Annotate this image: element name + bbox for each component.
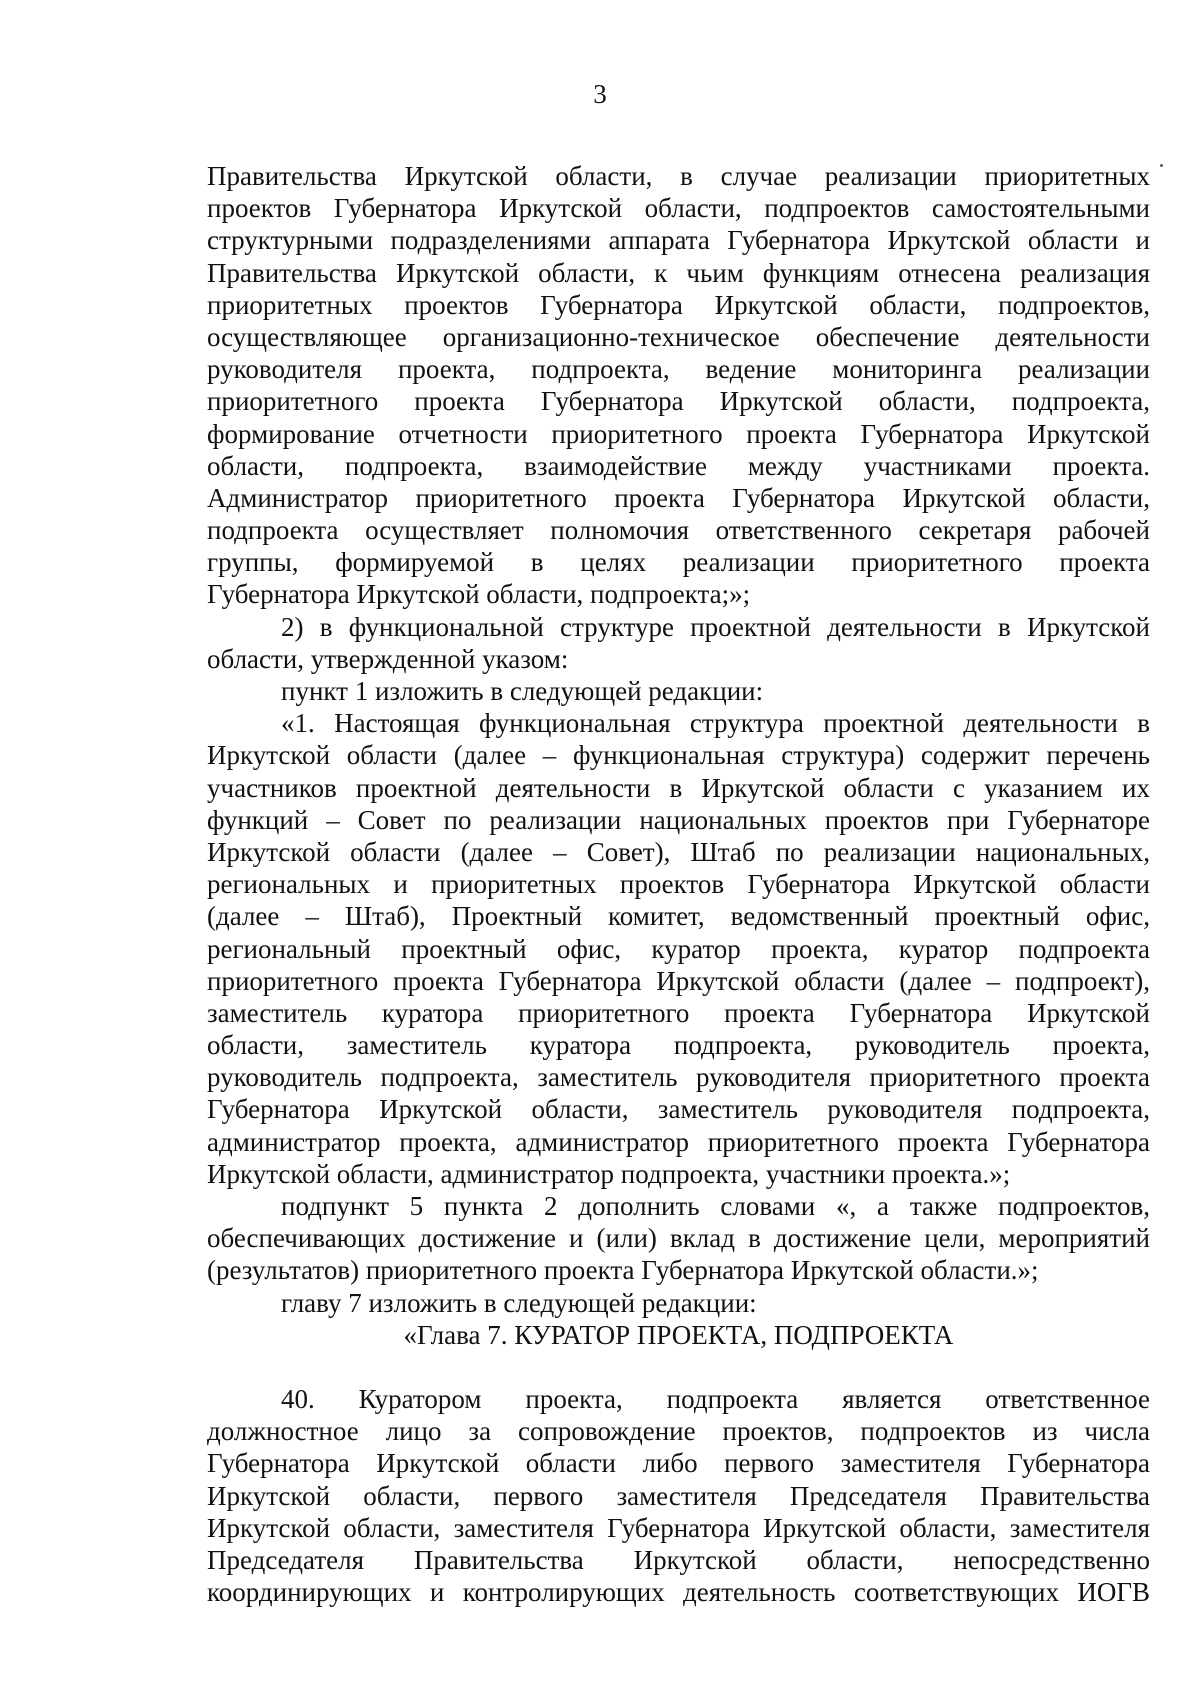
text-line: области, заместитель куратора подпроекта, руководитель проекта,	[207, 1030, 1150, 1061]
text-line: Губернатора Иркутской области либо первого заместителя Губернатора	[207, 1448, 1150, 1479]
text-line: структурными подразделениями аппарата Губернатора Иркутской области и	[207, 225, 1150, 256]
text-line: приоритетных проектов Губернатора Иркутской области, подпроектов,	[207, 289, 1150, 320]
text-line: формирование отчетности приоритетного проекта Губернатора Иркутской	[207, 418, 1150, 449]
text-line: «1. Настоящая функциональная структура проектной деятельности в	[281, 708, 1150, 739]
text-line: (далее – Штаб), Проектный комитет, ведомственный проектный офис,	[207, 901, 1150, 932]
text-line: группы, формируемой в целях реализации приоритетного проекта	[207, 547, 1150, 578]
text-line: должностное лицо за сопровождение проектов, подпроектов из числа	[207, 1416, 1150, 1447]
paragraph	[207, 707, 1150, 1190]
text-line: администратор проекта, администратор приоритетного проекта Губернатора	[207, 1126, 1150, 1157]
text-line: Иркутской области (далее – Совет), Штаб по реализации национальных,	[207, 836, 1150, 867]
text-line: 40. Куратором проекта, подпроекта является ответственное	[281, 1383, 1150, 1414]
text-line: главу 7 изложить в следующей редакции:	[281, 1287, 757, 1318]
text-line: 2) в функциональной структуре проектной деятельности в Иркутской	[281, 611, 1150, 642]
text-line: участников проектной деятельности в Иркутской области с указанием их	[207, 772, 1150, 803]
scan-speck	[1160, 164, 1163, 167]
text-line: приоритетного проекта Губернатора Иркутской области, подпроекта,	[207, 386, 1150, 417]
text-line: проектов Губернатора Иркутской области, подпроектов самостоятельными	[207, 193, 1150, 224]
spacer	[207, 1351, 1150, 1383]
text-line: (результатов) приоритетного проекта Губернатора Иркутской области.»;	[207, 1255, 1039, 1286]
paragraph	[207, 1383, 1150, 1608]
text-line: Иркутской области, заместителя Губернатора Иркутской области, заместителя	[207, 1512, 1150, 1543]
text-line: Иркутской области, администратор подпроекта, участники проекта.»;	[207, 1158, 1011, 1189]
text-line: Губернатора Иркутской области, заместитель руководителя подпроекта,	[207, 1094, 1150, 1125]
paragraph	[207, 160, 1150, 611]
text-line: пункт 1 изложить в следующей редакции:	[281, 676, 764, 706]
text-line: региональных и приоритетных проектов Губернатора Иркутской области	[207, 869, 1150, 900]
text-line: Администратор приоритетного проекта Губернатора Иркутской области,	[207, 482, 1150, 513]
text-line: обеспечивающих достижение и (или) вклад в достижение цели, мероприятий	[207, 1223, 1150, 1254]
chapter-heading: «Глава 7. КУРАТОР ПРОЕКТА, ПОДПРОЕКТА	[403, 1319, 954, 1350]
text-line: приоритетного проекта Губернатора Иркутской области (далее – подпроект),	[207, 965, 1150, 996]
document-body	[207, 160, 1150, 1608]
text-line: подпроекта осуществляет полномочия ответственного секретаря рабочей	[207, 515, 1150, 546]
text-line: Губернатора Иркутской области, подпроекта;»;	[207, 579, 751, 610]
page-number: 3	[593, 79, 607, 109]
text-line: Председателя Правительства Иркутской области, непосредственно	[207, 1544, 1150, 1575]
paragraph	[207, 611, 1150, 675]
text-line: области, подпроекта, взаимодействие между участниками проекта.	[207, 450, 1150, 481]
text-line: Правительства Иркутской области, к чьим функциям отнесена реализация	[207, 257, 1150, 288]
text-line: Иркутской области (далее – функциональная структура) содержит перечень	[207, 740, 1150, 771]
text-line: подпункт 5 пункта 2 дополнить словами «, а также подпроектов,	[281, 1191, 1150, 1221]
text-line: региональный проектный офис, куратор проекта, куратор подпроекта	[207, 933, 1150, 964]
paragraph	[207, 1287, 1150, 1319]
text-line: руководителя проекта, подпроекта, ведение мониторинга реализации	[207, 354, 1150, 385]
text-line: области, утвержденной указом:	[207, 643, 569, 674]
text-line: координирующих и контролирующих деятельность соответствующих ИОГВ	[207, 1577, 1150, 1608]
text-line: Правительства Иркутской области, в случае реализации приоритетных	[207, 161, 1150, 191]
text-line: Иркутской области, первого заместителя Председателя Правительства	[207, 1480, 1150, 1511]
paragraph	[207, 675, 1150, 707]
text-line: функций – Совет по реализации национальных проектов при Губернаторе	[207, 804, 1150, 835]
paragraph	[207, 1190, 1150, 1287]
text-line: заместитель куратора приоритетного проекта Губернатора Иркутской	[207, 997, 1150, 1028]
text-line: руководитель подпроекта, заместитель руководителя приоритетного проекта	[207, 1062, 1150, 1093]
text-line: осуществляющее организационно-техническое обеспечение деятельности	[207, 321, 1150, 352]
